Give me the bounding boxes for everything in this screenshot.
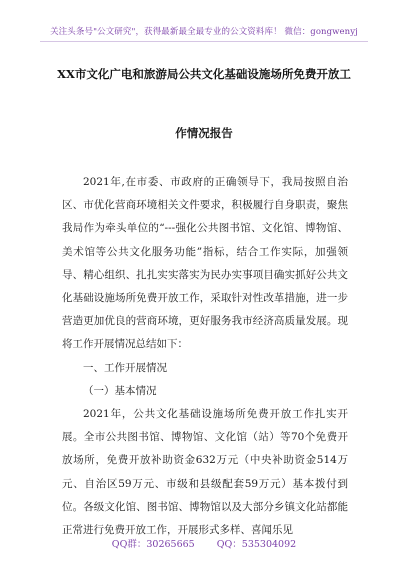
section-heading: 一、工作开展情况 [83, 361, 167, 374]
subsection-heading: （一）基本情况 [83, 384, 157, 397]
header-banner: 关注头条号"公文研究"，获得最新最全最专业的公文资料库！ 微信：gongwenyj [50, 27, 358, 37]
footer-qq-number: QQ：535304092 [216, 539, 297, 550]
footer-contacts [0, 536, 408, 550]
document-body [62, 171, 348, 542]
basic-situation-paragraph: 2021年，公共文化基础设施场所免费开放工作扎实开展。全市公共图书馆、博物馆、文化馆（站）等70个免费开放场所，免费开放补助资金632万元（中央补助资金514万元、自治区59万元、市级和县级配套59万元）基本拨付到位。各级文化馆、图书馆、博物馆以及大部分乡镇文化站都能正常进行免费开放工作，开展形式多样、喜闻乐见 [62, 408, 348, 537]
document-title-line-1: XX市文化广电和旅游局公共文化基础设施场所免费开放工 [57, 67, 351, 81]
document-title-line-2: 作情况报告 [175, 126, 233, 140]
intro-paragraph: 2021年,在市委、市政府的正确领导下，我局按照自治区、市优化营商环境相关文件要求，积极履行自身职责，聚焦我局作为牵头单位的“---强化公共图书馆、文化馆、博物馆、美术馆等公共文化服务功能”指标，结合工作实际，加强领导、精心组织、扎扎实实落实为民办实事项目确实抓好公共文化基础设施场所免费开放工作，采取针对性改革措施，进一步营造更加优良的营商环境，更好服务我市经济高质量发展。现将工作开展情况总结如下： [62, 176, 348, 351]
footer-qq-group: QQ群：30265665 [111, 539, 195, 550]
header-divider [40, 41, 368, 42]
